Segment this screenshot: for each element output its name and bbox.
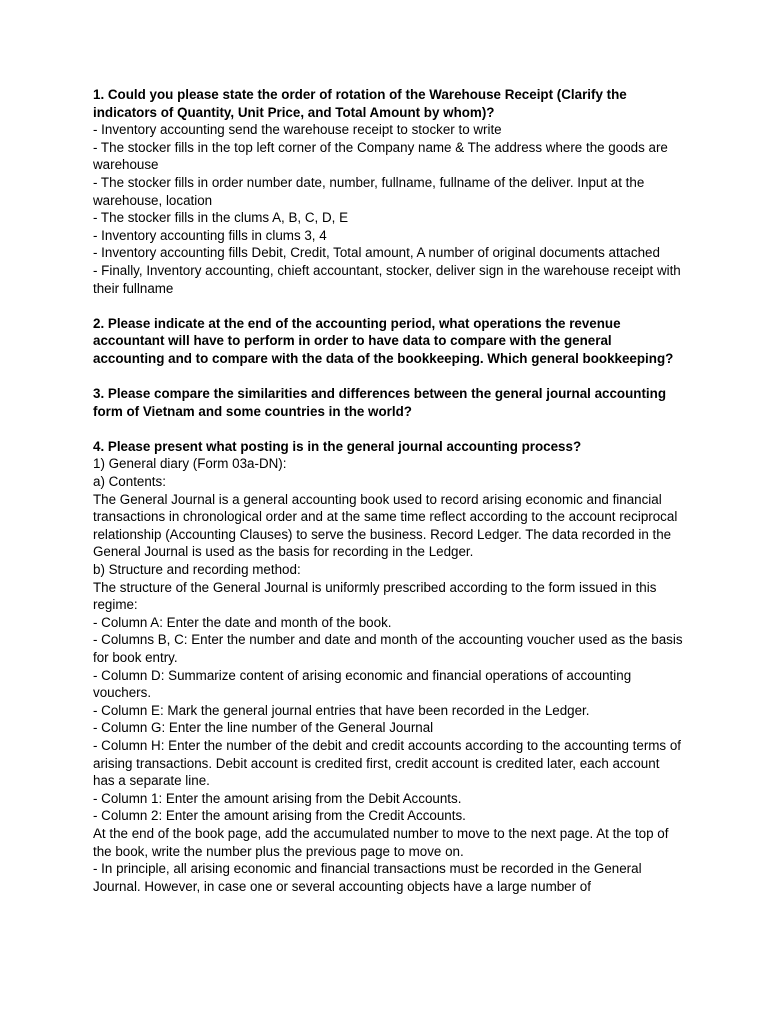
answer-line: - Column G: Enter the line number of the General Journal <box>93 720 434 736</box>
answer-line: - The stocker fills in the clums A, B, C, D, E <box>93 210 348 226</box>
answer-line: - Finally, Inventory accounting, chieft accountant, stocker, deliver sign in the warehouse receipt with their fullname <box>93 262 681 296</box>
answer-line: a) Contents: <box>93 474 166 490</box>
blank-line <box>93 368 683 386</box>
answer-line: - The stocker fills in the top left corner of the Company name & The address where the goods are warehouse <box>93 139 668 173</box>
answer-paragraph: The structure of the General Journal is uniformly prescribed according to the form issued in this regime: <box>93 579 657 613</box>
document-body <box>93 86 683 895</box>
answer-line: - The stocker fills in order number date, number, fullname, fullname of the deliver. Input at the warehouse, location <box>93 174 645 208</box>
answer-paragraph: - In principle, all arising economic and financial transactions must be recorded in the General Journal. However, in case one or several accounting objects have a large number of <box>93 861 642 894</box>
answer-line: - Inventory accounting send the warehouse receipt to stocker to write <box>93 122 502 138</box>
answer-line: - Column 2: Enter the amount arising from the Credit Accounts. <box>93 808 466 824</box>
question-3: 3. Please compare the similarities and differences between the general journal accounting form of Vietnam and some countries in the world? <box>93 386 667 419</box>
answer-paragraph: At the end of the book page, add the accumulated number to move to the next page. At the top of the book, write the number plus the previous page to move on. <box>93 825 669 859</box>
answer-line: b) Structure and recording method: <box>93 562 301 578</box>
answer-line: - Column E: Mark the general journal entries that have been recorded in the Ledger. <box>93 702 590 718</box>
question-1: 1. Could you please state the order of rotation of the Warehouse Receipt (Clarify the indicators of Quantity, Unit Price, and Total Amount by whom)? <box>93 87 627 120</box>
blank-line <box>93 420 683 438</box>
answer-line: - Column 1: Enter the amount arising from the Debit Accounts. <box>93 790 462 806</box>
question-4: 4. Please present what posting is in the general journal accounting process? <box>93 438 582 454</box>
answer-line: - Column D: Summarize content of arising economic and financial operations of accounting vouchers. <box>93 667 632 701</box>
answer-line: 1) General diary (Form 03a-DN): <box>93 456 287 472</box>
answer-line: - Inventory accounting fills in clums 3, 4 <box>93 227 327 243</box>
blank-line <box>93 297 683 315</box>
question-2: 2. Please indicate at the end of the accounting period, what operations the revenue accountant will have to perform in order to have data to compare with the general accounting and to compare with the data of the bookkeeping. Which general bookkeeping? <box>93 315 674 366</box>
answer-line: - Inventory accounting fills Debit, Credit, Total amount, A number of original documents attached <box>93 245 660 261</box>
answer-line: - Column H: Enter the number of the debit and credit accounts according to the accounting terms of arising transactions. Debit account is credited first, credit account is credited later, each account has a separate line. <box>93 737 682 789</box>
answer-paragraph: The General Journal is a general accounting book used to record arising economic and financial transactions in chronological order and at the same time reflect according to the account reciprocal relationship (Accounting Clauses) to serve the business. Record Ledger. The data recorded in the General Journal is used as the basis for recording in the Ledger. <box>93 491 678 560</box>
answer-line: - Column A: Enter the date and month of the book. <box>93 614 392 630</box>
answer-line: - Columns B, C: Enter the number and date and month of the accounting voucher used as the basis for book entry. <box>93 632 683 665</box>
